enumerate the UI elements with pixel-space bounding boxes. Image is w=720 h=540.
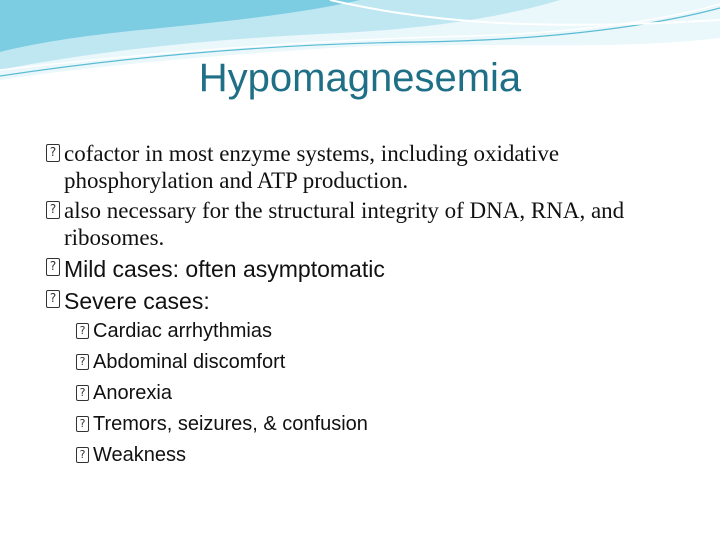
sub-bullet-item <box>76 378 696 409</box>
sub-bullet-text: Anorexia <box>93 382 172 404</box>
bullet-item <box>46 197 696 251</box>
slide-body <box>46 140 696 471</box>
bullet-marker-icon: ? <box>46 201 60 219</box>
bullet-marker-icon: ? <box>76 354 89 370</box>
bullet-text: cofactor in most enzyme systems, including oxidative phosphorylation and ATP production. <box>64 141 560 193</box>
sub-bullet-item <box>76 347 696 378</box>
sub-bullet-item <box>76 440 696 471</box>
bullet-marker-icon: ? <box>46 290 60 308</box>
sub-bullet-text: Tremors, seizures, & confusion <box>93 413 368 435</box>
bullet-item <box>46 286 696 316</box>
bullet-marker-icon: ? <box>76 416 89 432</box>
sub-bullet-text: Abdominal discomfort <box>93 351 286 373</box>
bullet-marker-icon: ? <box>46 258 60 276</box>
bullet-text: Severe cases: <box>64 288 210 314</box>
bullet-item <box>46 140 696 194</box>
bullet-marker-icon: ? <box>76 385 89 401</box>
bullet-text: Mild cases: often asymptomatic <box>64 256 385 282</box>
sub-bullet-item <box>76 316 696 347</box>
bullet-item <box>46 254 696 284</box>
sub-bullet-text: Weakness <box>93 444 187 466</box>
bullet-marker-icon: ? <box>76 323 89 339</box>
bullet-text: also necessary for the structural integrity of DNA, RNA, and ribosomes. <box>64 198 625 250</box>
sub-bullet-text: Cardiac arrhythmias <box>93 320 272 342</box>
bullet-marker-icon: ? <box>46 144 60 162</box>
slide-title: Hypomagnesemia <box>198 56 522 100</box>
sub-bullet-item <box>76 409 696 440</box>
bullet-marker-icon: ? <box>76 447 89 463</box>
